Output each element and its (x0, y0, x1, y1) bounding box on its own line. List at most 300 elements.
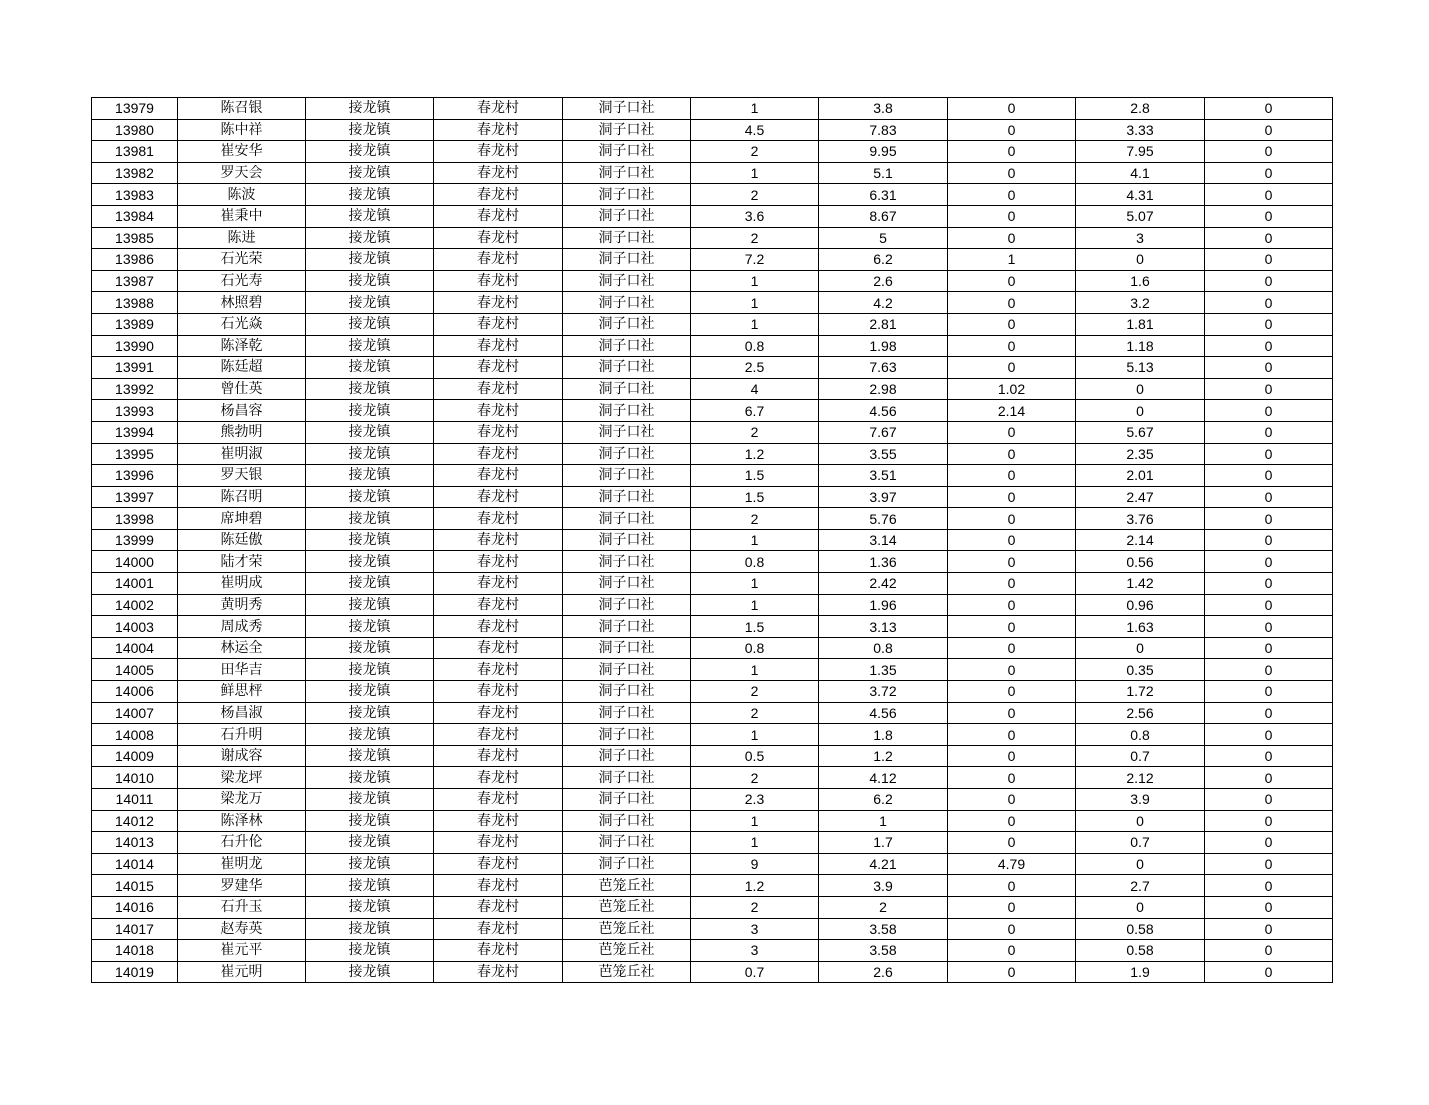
name-cell: 罗天银 (178, 465, 306, 487)
value-d-cell: 7.95 (1076, 141, 1205, 163)
value-a-cell: 2 (691, 896, 819, 918)
id-cell: 13979 (92, 98, 178, 120)
town-cell: 接龙镇 (306, 421, 434, 443)
group-cell: 洞子口社 (563, 421, 691, 443)
id-cell: 14015 (92, 875, 178, 897)
town-cell: 接龙镇 (306, 810, 434, 832)
group-cell: 洞子口社 (563, 594, 691, 616)
town-cell: 接龙镇 (306, 249, 434, 271)
value-a-cell: 1.5 (691, 486, 819, 508)
value-c-cell: 0 (948, 184, 1076, 206)
value-d-cell: 0.35 (1076, 659, 1205, 681)
id-cell: 14011 (92, 789, 178, 811)
name-cell: 熊勃明 (178, 421, 306, 443)
value-e-cell: 0 (1205, 227, 1333, 249)
value-c-cell: 0 (948, 335, 1076, 357)
town-cell: 接龙镇 (306, 940, 434, 962)
value-e-cell: 0 (1205, 529, 1333, 551)
value-a-cell: 0.8 (691, 637, 819, 659)
group-cell: 洞子口社 (563, 810, 691, 832)
value-c-cell: 0 (948, 745, 1076, 767)
name-cell: 陈廷超 (178, 357, 306, 379)
value-b-cell: 2.42 (819, 573, 948, 595)
value-b-cell: 7.67 (819, 421, 948, 443)
group-cell: 洞子口社 (563, 637, 691, 659)
value-d-cell: 0 (1076, 249, 1205, 271)
value-a-cell: 1 (691, 724, 819, 746)
town-cell: 接龙镇 (306, 443, 434, 465)
town-cell: 接龙镇 (306, 313, 434, 335)
value-d-cell: 3 (1076, 227, 1205, 249)
id-cell: 14002 (92, 594, 178, 616)
value-c-cell: 0 (948, 875, 1076, 897)
value-d-cell: 1.18 (1076, 335, 1205, 357)
value-d-cell: 1.81 (1076, 313, 1205, 335)
table-row (92, 810, 1333, 832)
id-cell: 13980 (92, 119, 178, 141)
value-e-cell: 0 (1205, 724, 1333, 746)
village-cell: 春龙村 (434, 205, 563, 227)
value-d-cell: 2.12 (1076, 767, 1205, 789)
value-d-cell: 2.56 (1076, 702, 1205, 724)
village-cell: 春龙村 (434, 162, 563, 184)
town-cell: 接龙镇 (306, 508, 434, 530)
id-cell: 14006 (92, 681, 178, 703)
village-cell: 春龙村 (434, 529, 563, 551)
value-c-cell: 0 (948, 227, 1076, 249)
value-e-cell: 0 (1205, 810, 1333, 832)
value-b-cell: 5.76 (819, 508, 948, 530)
id-cell: 13994 (92, 421, 178, 443)
town-cell: 接龙镇 (306, 378, 434, 400)
table-row (92, 141, 1333, 163)
value-b-cell: 3.51 (819, 465, 948, 487)
table-row (92, 227, 1333, 249)
table-row (92, 940, 1333, 962)
value-a-cell: 2 (691, 767, 819, 789)
group-cell: 洞子口社 (563, 767, 691, 789)
id-cell: 13997 (92, 486, 178, 508)
group-cell: 洞子口社 (563, 551, 691, 573)
name-cell: 席坤碧 (178, 508, 306, 530)
value-b-cell: 1.2 (819, 745, 948, 767)
name-cell: 陈泽林 (178, 810, 306, 832)
value-d-cell: 5.13 (1076, 357, 1205, 379)
value-d-cell: 2.35 (1076, 443, 1205, 465)
value-b-cell: 2.98 (819, 378, 948, 400)
name-cell: 谢成容 (178, 745, 306, 767)
table-row (92, 659, 1333, 681)
name-cell: 梁龙坪 (178, 767, 306, 789)
table-row (92, 400, 1333, 422)
name-cell: 陈波 (178, 184, 306, 206)
group-cell: 洞子口社 (563, 162, 691, 184)
value-a-cell: 9 (691, 853, 819, 875)
group-cell: 芭笼丘社 (563, 875, 691, 897)
town-cell: 接龙镇 (306, 292, 434, 314)
group-cell: 洞子口社 (563, 529, 691, 551)
value-c-cell: 0 (948, 529, 1076, 551)
group-cell: 洞子口社 (563, 616, 691, 638)
value-b-cell: 6.31 (819, 184, 948, 206)
value-b-cell: 4.2 (819, 292, 948, 314)
village-cell: 春龙村 (434, 508, 563, 530)
value-e-cell: 0 (1205, 767, 1333, 789)
value-d-cell: 0 (1076, 853, 1205, 875)
value-b-cell: 0.8 (819, 637, 948, 659)
town-cell: 接龙镇 (306, 162, 434, 184)
value-c-cell: 0 (948, 702, 1076, 724)
town-cell: 接龙镇 (306, 789, 434, 811)
value-c-cell: 0 (948, 292, 1076, 314)
value-d-cell: 0 (1076, 896, 1205, 918)
value-e-cell: 0 (1205, 681, 1333, 703)
data-table (91, 97, 1333, 983)
group-cell: 洞子口社 (563, 205, 691, 227)
table-row (92, 594, 1333, 616)
value-a-cell: 1 (691, 292, 819, 314)
value-c-cell: 1.02 (948, 378, 1076, 400)
value-b-cell: 1.36 (819, 551, 948, 573)
name-cell: 陈召明 (178, 486, 306, 508)
value-e-cell: 0 (1205, 508, 1333, 530)
id-cell: 14013 (92, 832, 178, 854)
value-e-cell: 0 (1205, 745, 1333, 767)
name-cell: 罗建华 (178, 875, 306, 897)
value-b-cell: 3.55 (819, 443, 948, 465)
town-cell: 接龙镇 (306, 659, 434, 681)
value-c-cell: 0 (948, 205, 1076, 227)
group-cell: 洞子口社 (563, 335, 691, 357)
id-cell: 14009 (92, 745, 178, 767)
value-e-cell: 0 (1205, 270, 1333, 292)
value-d-cell: 0.58 (1076, 940, 1205, 962)
table-row (92, 465, 1333, 487)
village-cell: 春龙村 (434, 227, 563, 249)
value-e-cell: 0 (1205, 313, 1333, 335)
value-d-cell: 1.42 (1076, 573, 1205, 595)
group-cell: 洞子口社 (563, 745, 691, 767)
value-a-cell: 1 (691, 659, 819, 681)
table-row (92, 616, 1333, 638)
id-cell: 13989 (92, 313, 178, 335)
group-cell: 洞子口社 (563, 573, 691, 595)
value-e-cell: 0 (1205, 465, 1333, 487)
group-cell: 洞子口社 (563, 659, 691, 681)
table-row (92, 270, 1333, 292)
value-a-cell: 0.7 (691, 961, 819, 983)
table-row (92, 205, 1333, 227)
town-cell: 接龙镇 (306, 896, 434, 918)
group-cell: 洞子口社 (563, 98, 691, 120)
village-cell: 春龙村 (434, 832, 563, 854)
town-cell: 接龙镇 (306, 832, 434, 854)
value-c-cell: 0 (948, 551, 1076, 573)
value-e-cell: 0 (1205, 378, 1333, 400)
id-cell: 13985 (92, 227, 178, 249)
name-cell: 石升明 (178, 724, 306, 746)
village-cell: 春龙村 (434, 637, 563, 659)
value-c-cell: 0 (948, 119, 1076, 141)
group-cell: 洞子口社 (563, 119, 691, 141)
value-c-cell: 0 (948, 465, 1076, 487)
group-cell: 洞子口社 (563, 400, 691, 422)
value-c-cell: 0 (948, 637, 1076, 659)
group-cell: 洞子口社 (563, 681, 691, 703)
town-cell: 接龙镇 (306, 335, 434, 357)
name-cell: 陈召银 (178, 98, 306, 120)
value-d-cell: 1.72 (1076, 681, 1205, 703)
value-e-cell: 0 (1205, 551, 1333, 573)
table-row (92, 896, 1333, 918)
value-d-cell: 4.1 (1076, 162, 1205, 184)
value-e-cell: 0 (1205, 421, 1333, 443)
village-cell: 春龙村 (434, 896, 563, 918)
id-cell: 13981 (92, 141, 178, 163)
value-a-cell: 1.5 (691, 465, 819, 487)
name-cell: 林照碧 (178, 292, 306, 314)
value-a-cell: 1.2 (691, 443, 819, 465)
value-b-cell: 1.8 (819, 724, 948, 746)
value-d-cell: 0 (1076, 378, 1205, 400)
name-cell: 陈泽乾 (178, 335, 306, 357)
value-c-cell: 0 (948, 724, 1076, 746)
value-c-cell: 0 (948, 162, 1076, 184)
value-c-cell: 0 (948, 141, 1076, 163)
village-cell: 春龙村 (434, 119, 563, 141)
value-d-cell: 2.47 (1076, 486, 1205, 508)
value-c-cell: 0 (948, 961, 1076, 983)
value-d-cell: 0 (1076, 810, 1205, 832)
group-cell: 洞子口社 (563, 141, 691, 163)
town-cell: 接龙镇 (306, 119, 434, 141)
value-d-cell: 0.7 (1076, 832, 1205, 854)
name-cell: 崔秉中 (178, 205, 306, 227)
value-b-cell: 4.56 (819, 400, 948, 422)
table-row (92, 378, 1333, 400)
town-cell: 接龙镇 (306, 205, 434, 227)
id-cell: 13984 (92, 205, 178, 227)
id-cell: 14007 (92, 702, 178, 724)
table-row (92, 162, 1333, 184)
value-a-cell: 2.5 (691, 357, 819, 379)
id-cell: 14005 (92, 659, 178, 681)
value-d-cell: 0.58 (1076, 918, 1205, 940)
value-d-cell: 3.33 (1076, 119, 1205, 141)
table-row (92, 573, 1333, 595)
value-e-cell: 0 (1205, 875, 1333, 897)
value-a-cell: 0.8 (691, 551, 819, 573)
id-cell: 14016 (92, 896, 178, 918)
village-cell: 春龙村 (434, 767, 563, 789)
value-e-cell: 0 (1205, 702, 1333, 724)
value-c-cell: 0 (948, 832, 1076, 854)
village-cell: 春龙村 (434, 918, 563, 940)
table-row (92, 702, 1333, 724)
name-cell: 崔明淑 (178, 443, 306, 465)
name-cell: 黄明秀 (178, 594, 306, 616)
value-a-cell: 7.2 (691, 249, 819, 271)
value-a-cell: 0.8 (691, 335, 819, 357)
table-row (92, 119, 1333, 141)
group-cell: 洞子口社 (563, 465, 691, 487)
village-cell: 春龙村 (434, 249, 563, 271)
group-cell: 洞子口社 (563, 227, 691, 249)
value-d-cell: 0.96 (1076, 594, 1205, 616)
value-e-cell: 0 (1205, 357, 1333, 379)
value-b-cell: 1.96 (819, 594, 948, 616)
town-cell: 接龙镇 (306, 745, 434, 767)
value-c-cell: 2.14 (948, 400, 1076, 422)
id-cell: 14003 (92, 616, 178, 638)
town-cell: 接龙镇 (306, 270, 434, 292)
name-cell: 石光荣 (178, 249, 306, 271)
name-cell: 赵寿英 (178, 918, 306, 940)
id-cell: 13993 (92, 400, 178, 422)
town-cell: 接龙镇 (306, 184, 434, 206)
value-d-cell: 4.31 (1076, 184, 1205, 206)
name-cell: 崔元平 (178, 940, 306, 962)
name-cell: 曾仕英 (178, 378, 306, 400)
value-d-cell: 2.14 (1076, 529, 1205, 551)
table-row (92, 443, 1333, 465)
value-b-cell: 3.13 (819, 616, 948, 638)
value-e-cell: 0 (1205, 400, 1333, 422)
village-cell: 春龙村 (434, 292, 563, 314)
id-cell: 14014 (92, 853, 178, 875)
value-b-cell: 3.58 (819, 940, 948, 962)
group-cell: 芭笼丘社 (563, 918, 691, 940)
value-d-cell: 2.01 (1076, 465, 1205, 487)
town-cell: 接龙镇 (306, 616, 434, 638)
village-cell: 春龙村 (434, 98, 563, 120)
id-cell: 14019 (92, 961, 178, 983)
name-cell: 石升伦 (178, 832, 306, 854)
village-cell: 春龙村 (434, 594, 563, 616)
name-cell: 周成秀 (178, 616, 306, 638)
town-cell: 接龙镇 (306, 465, 434, 487)
id-cell: 14018 (92, 940, 178, 962)
value-e-cell: 0 (1205, 249, 1333, 271)
value-a-cell: 1 (691, 313, 819, 335)
table-row (92, 421, 1333, 443)
value-d-cell: 2.7 (1076, 875, 1205, 897)
value-c-cell: 0 (948, 357, 1076, 379)
value-c-cell: 0 (948, 573, 1076, 595)
value-c-cell: 0 (948, 486, 1076, 508)
town-cell: 接龙镇 (306, 400, 434, 422)
town-cell: 接龙镇 (306, 227, 434, 249)
value-d-cell: 5.67 (1076, 421, 1205, 443)
table-row (92, 918, 1333, 940)
village-cell: 春龙村 (434, 875, 563, 897)
value-d-cell: 0.8 (1076, 724, 1205, 746)
id-cell: 13991 (92, 357, 178, 379)
village-cell: 春龙村 (434, 421, 563, 443)
town-cell: 接龙镇 (306, 767, 434, 789)
id-cell: 13982 (92, 162, 178, 184)
town-cell: 接龙镇 (306, 141, 434, 163)
group-cell: 洞子口社 (563, 378, 691, 400)
value-e-cell: 0 (1205, 486, 1333, 508)
value-b-cell: 3.9 (819, 875, 948, 897)
id-cell: 13988 (92, 292, 178, 314)
group-cell: 洞子口社 (563, 184, 691, 206)
value-c-cell: 0 (948, 810, 1076, 832)
name-cell: 陈进 (178, 227, 306, 249)
group-cell: 洞子口社 (563, 357, 691, 379)
name-cell: 陈廷傲 (178, 529, 306, 551)
value-a-cell: 6.7 (691, 400, 819, 422)
village-cell: 春龙村 (434, 961, 563, 983)
value-d-cell: 2.8 (1076, 98, 1205, 120)
id-cell: 13987 (92, 270, 178, 292)
table-row (92, 249, 1333, 271)
table-row (92, 335, 1333, 357)
value-e-cell: 0 (1205, 789, 1333, 811)
value-b-cell: 3.58 (819, 918, 948, 940)
town-cell: 接龙镇 (306, 98, 434, 120)
value-d-cell: 1.63 (1076, 616, 1205, 638)
table-row (92, 486, 1333, 508)
name-cell: 崔明龙 (178, 853, 306, 875)
town-cell: 接龙镇 (306, 594, 434, 616)
table-row (92, 357, 1333, 379)
value-a-cell: 4 (691, 378, 819, 400)
table-row (92, 853, 1333, 875)
town-cell: 接龙镇 (306, 486, 434, 508)
name-cell: 崔安华 (178, 141, 306, 163)
value-b-cell: 3.8 (819, 98, 948, 120)
id-cell: 14004 (92, 637, 178, 659)
village-cell: 春龙村 (434, 357, 563, 379)
name-cell: 林运全 (178, 637, 306, 659)
id-cell: 13990 (92, 335, 178, 357)
name-cell: 梁龙万 (178, 789, 306, 811)
value-a-cell: 1 (691, 162, 819, 184)
village-cell: 春龙村 (434, 702, 563, 724)
id-cell: 13983 (92, 184, 178, 206)
value-e-cell: 0 (1205, 659, 1333, 681)
table-row (92, 292, 1333, 314)
value-e-cell: 0 (1205, 573, 1333, 595)
value-e-cell: 0 (1205, 205, 1333, 227)
value-b-cell: 1.98 (819, 335, 948, 357)
value-e-cell: 0 (1205, 940, 1333, 962)
group-cell: 洞子口社 (563, 313, 691, 335)
id-cell: 14001 (92, 573, 178, 595)
value-d-cell: 3.9 (1076, 789, 1205, 811)
value-b-cell: 3.14 (819, 529, 948, 551)
value-a-cell: 4.5 (691, 119, 819, 141)
table-row (92, 551, 1333, 573)
name-cell: 陈中祥 (178, 119, 306, 141)
village-cell: 春龙村 (434, 551, 563, 573)
value-c-cell: 0 (948, 616, 1076, 638)
value-b-cell: 3.72 (819, 681, 948, 703)
town-cell: 接龙镇 (306, 681, 434, 703)
value-a-cell: 1 (691, 832, 819, 854)
value-b-cell: 3.97 (819, 486, 948, 508)
value-c-cell: 0 (948, 896, 1076, 918)
name-cell: 崔元明 (178, 961, 306, 983)
town-cell: 接龙镇 (306, 357, 434, 379)
value-e-cell: 0 (1205, 141, 1333, 163)
value-c-cell: 0 (948, 767, 1076, 789)
group-cell: 洞子口社 (563, 702, 691, 724)
town-cell: 接龙镇 (306, 853, 434, 875)
value-a-cell: 2 (691, 681, 819, 703)
